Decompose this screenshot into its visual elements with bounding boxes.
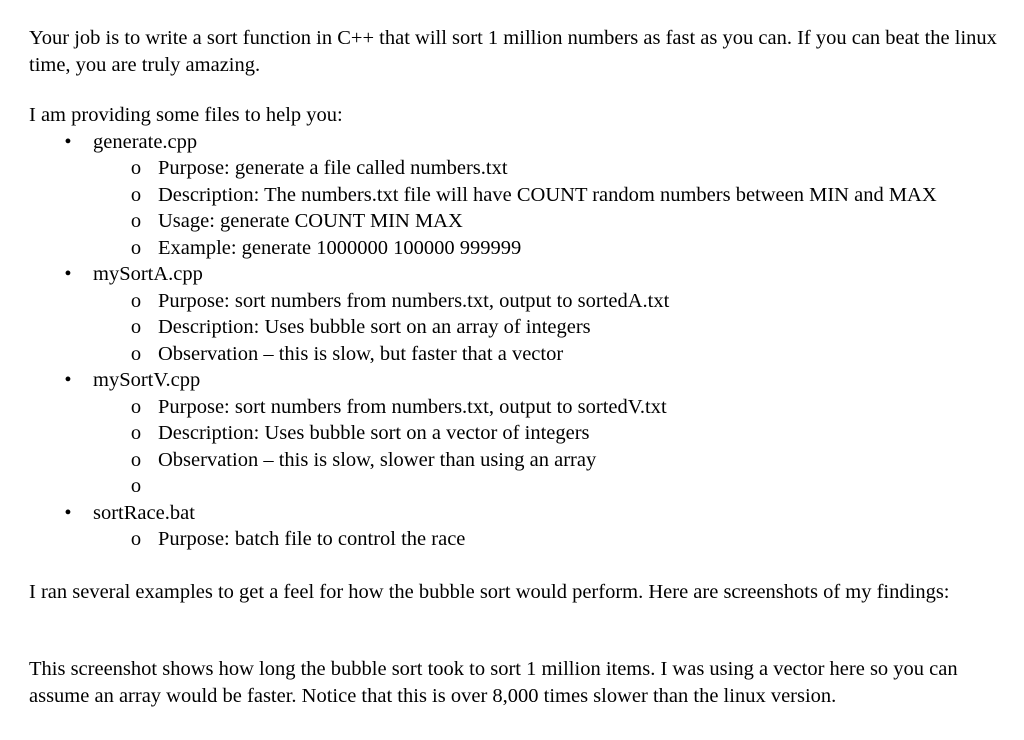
- file-item-sortrace: [29, 500, 1004, 553]
- detail-item: [93, 208, 1004, 235]
- detail-text: Purpose: sort numbers from numbers.txt, output to sortedA.txt: [158, 289, 670, 312]
- detail-item: [93, 420, 1004, 447]
- detail-text: Usage: generate COUNT MIN MAX: [158, 210, 463, 232]
- detail-item: [93, 314, 1004, 341]
- detail-item: [93, 288, 1004, 315]
- detail-item: [93, 394, 1004, 421]
- file-item-generate: [29, 129, 1004, 262]
- circle-bullet-icon: o: [130, 316, 142, 338]
- circle-bullet-icon: o: [130, 422, 142, 444]
- ran-examples-paragraph: I ran several examples to get a feel for how the bubble sort would perform. Here are screenshots of my findings:: [29, 580, 950, 603]
- file-item-mysortv: [29, 367, 1004, 500]
- circle-bullet-icon: o: [130, 236, 142, 259]
- document-page: [29, 25, 1004, 709]
- circle-bullet-icon: o: [130, 475, 142, 497]
- bullet-icon: •: [64, 369, 72, 391]
- detail-text: Description: The numbers.txt file will have COUNT random numbers between MIN and MAX: [158, 183, 937, 206]
- bullet-icon: •: [64, 263, 72, 285]
- detail-text: Purpose: sort numbers from numbers.txt, output to sortedV.txt: [158, 395, 667, 418]
- detail-text: Observation – this is slow, but faster that a vector: [158, 342, 564, 365]
- circle-bullet-icon: o: [130, 210, 142, 232]
- file-list: [29, 129, 1004, 553]
- intro-paragraph: Your job is to write a sort function in C++ that will sort 1 million numbers as fast as you can. If you can beat the linux time, you are truly amazing.: [29, 27, 997, 76]
- file-item-mysorta: [29, 261, 1004, 367]
- detail-text: Purpose: generate a file called numbers.txt: [158, 157, 508, 179]
- detail-item: [93, 526, 1004, 553]
- detail-item: [93, 155, 1004, 182]
- circle-bullet-icon: o: [130, 157, 142, 179]
- detail-item: [93, 182, 1004, 209]
- file-name: generate.cpp: [93, 130, 198, 153]
- file-details: [93, 288, 1004, 368]
- detail-item: [93, 341, 1004, 368]
- file-details: [93, 155, 1004, 261]
- screenshot-note-paragraph: This screenshot shows how long the bubble sort took to sort 1 million items. I was using a vector here so you can assume an array would be faster. Notice that this is over 8,000 times slower than the linux version.: [29, 658, 958, 707]
- detail-text: Purpose: batch file to control the race: [158, 528, 466, 550]
- bullet-icon: •: [64, 130, 72, 153]
- file-details: [93, 526, 1004, 553]
- file-name: sortRace.bat: [93, 501, 195, 524]
- file-name: mySortV.cpp: [93, 369, 201, 391]
- detail-text: Description: Uses bubble sort on an array of integers: [158, 316, 591, 338]
- detail-text: Example: generate 1000000 100000 999999: [158, 236, 522, 259]
- detail-text: Observation – this is slow, slower than using an array: [158, 448, 597, 471]
- bullet-icon: •: [64, 501, 72, 524]
- circle-bullet-icon: o: [130, 342, 142, 365]
- circle-bullet-icon: o: [130, 395, 142, 418]
- circle-bullet-icon: o: [130, 289, 142, 312]
- detail-item-empty: [93, 473, 1004, 500]
- file-name: mySortA.cpp: [93, 263, 203, 285]
- detail-text: Description: Uses bubble sort on a vector of integers: [158, 422, 590, 444]
- providing-paragraph: I am providing some files to help you:: [29, 104, 343, 126]
- circle-bullet-icon: o: [130, 183, 142, 206]
- detail-item: [93, 447, 1004, 474]
- circle-bullet-icon: o: [130, 448, 142, 471]
- file-details: [93, 394, 1004, 500]
- detail-item: [93, 235, 1004, 262]
- circle-bullet-icon: o: [130, 528, 142, 550]
